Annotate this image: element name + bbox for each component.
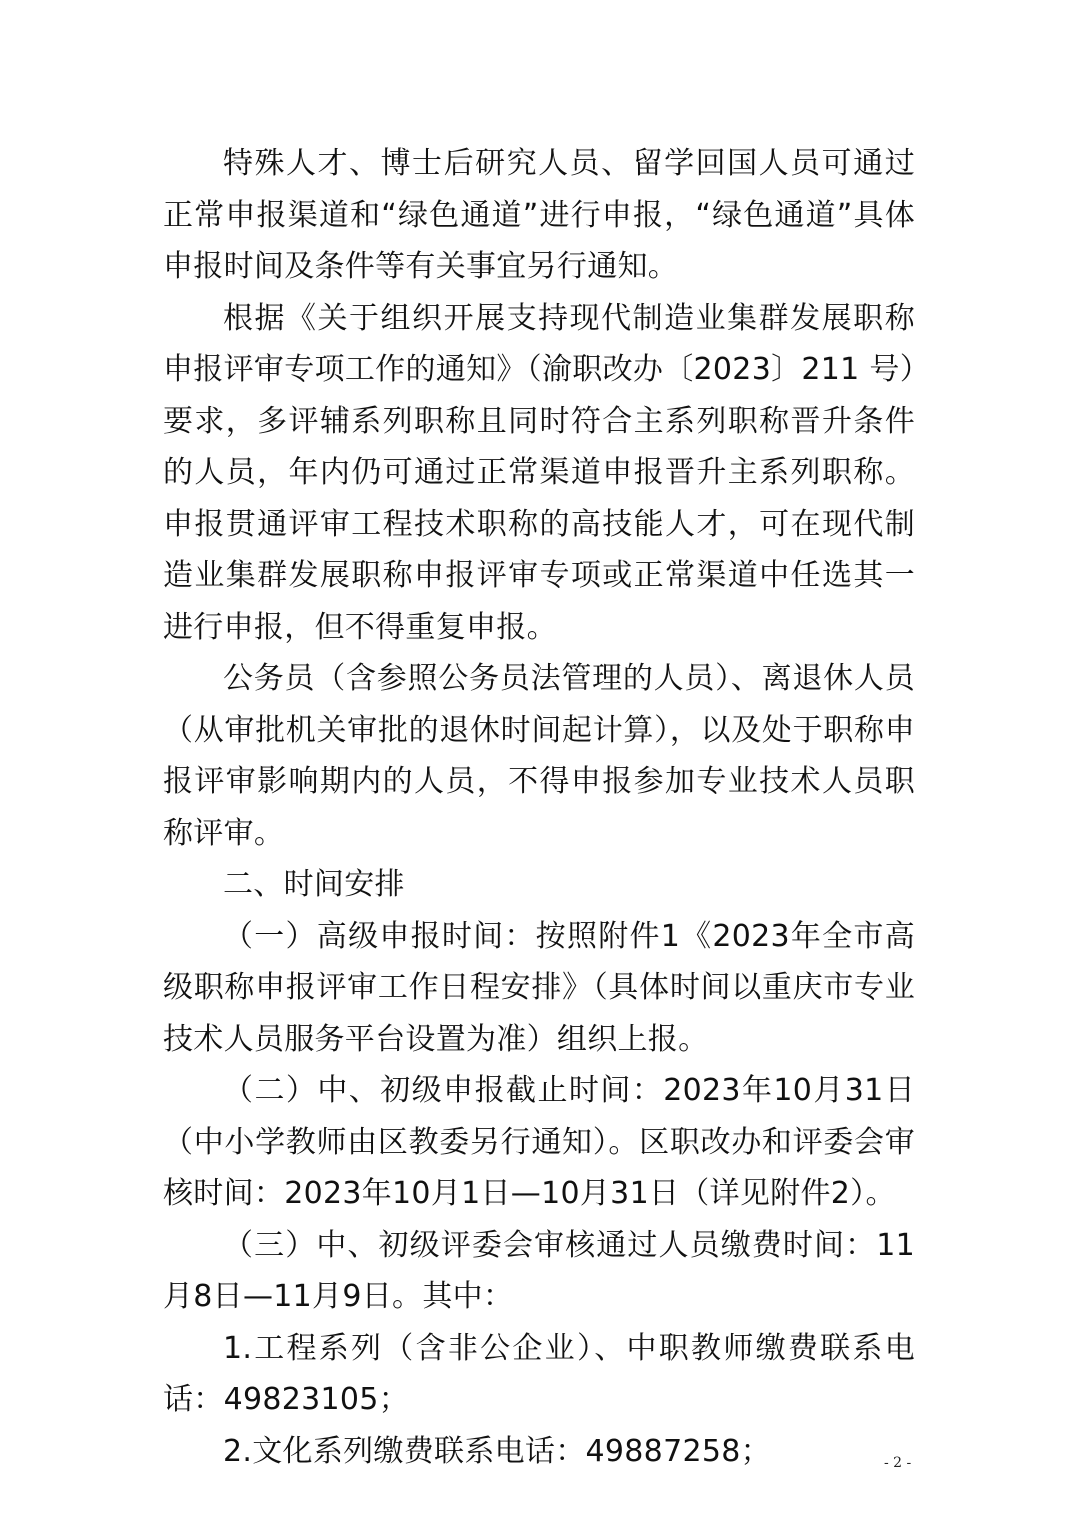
document-body — [163, 138, 915, 1477]
paragraph-payment-time: （三）中、初级评委会审核通过人员缴费时间：11月8日—11月9日。其中： — [163, 1227, 915, 1314]
page-number: - 2 - — [884, 1455, 912, 1471]
paragraph-special-talent: 特殊人才、博士后研究人员、留学回国人员可通过正常申报渠道和“绿色通道”进行申报，“绿色通道”具体申报时间及条件等有关事宜另行通知。 — [163, 146, 915, 284]
list-item-culture-phone: 2.文化系列缴费联系电话：49887258； — [223, 1433, 771, 1469]
section-heading-schedule: 二、时间安排 — [223, 867, 405, 902]
paragraph-civil-servants: 公务员（含参照公务员法管理的人员）、离退休人员（从审批机关审批的退休时间起计算），以及处于职称申报评审影响期内的人员，不得申报参加专业技术人员职称评审。 — [163, 661, 915, 851]
list-item-engineering-phone: 1.工程系列（含非公企业）、中职教师缴费联系电话：49823105； — [163, 1330, 915, 1417]
paragraph-manufacturing-cluster: 根据《关于组织开展支持现代制造业集群发展职称申报评审专项工作的通知》（渝职改办〔2023〕211 号）要求，多评辅系列职称且同时符合主系列职称晋升条件的人员，年内仍可通过正常渠道申报晋升主系列职称。申报贯通评审工程技术职称的高技能人才，可在现代制造业集群发展职称申报评审专项或正常渠道中任选其一进行申报，但不得重复申报。 — [163, 300, 915, 645]
paragraph-intermediate-deadline: （二）中、初级申报截止时间：2023年10月31日（中小学教师由区教委另行通知）。区职改办和评委会审核时间：2023年10月1日—10月31日（详见附件2）。 — [163, 1073, 915, 1211]
paragraph-senior-application-time: （一）高级申报时间：按照附件1《2023年全市高级职称申报评审工作日程安排》（具体时间以重庆市专业技术人员服务平台设置为准）组织上报。 — [163, 918, 915, 1057]
